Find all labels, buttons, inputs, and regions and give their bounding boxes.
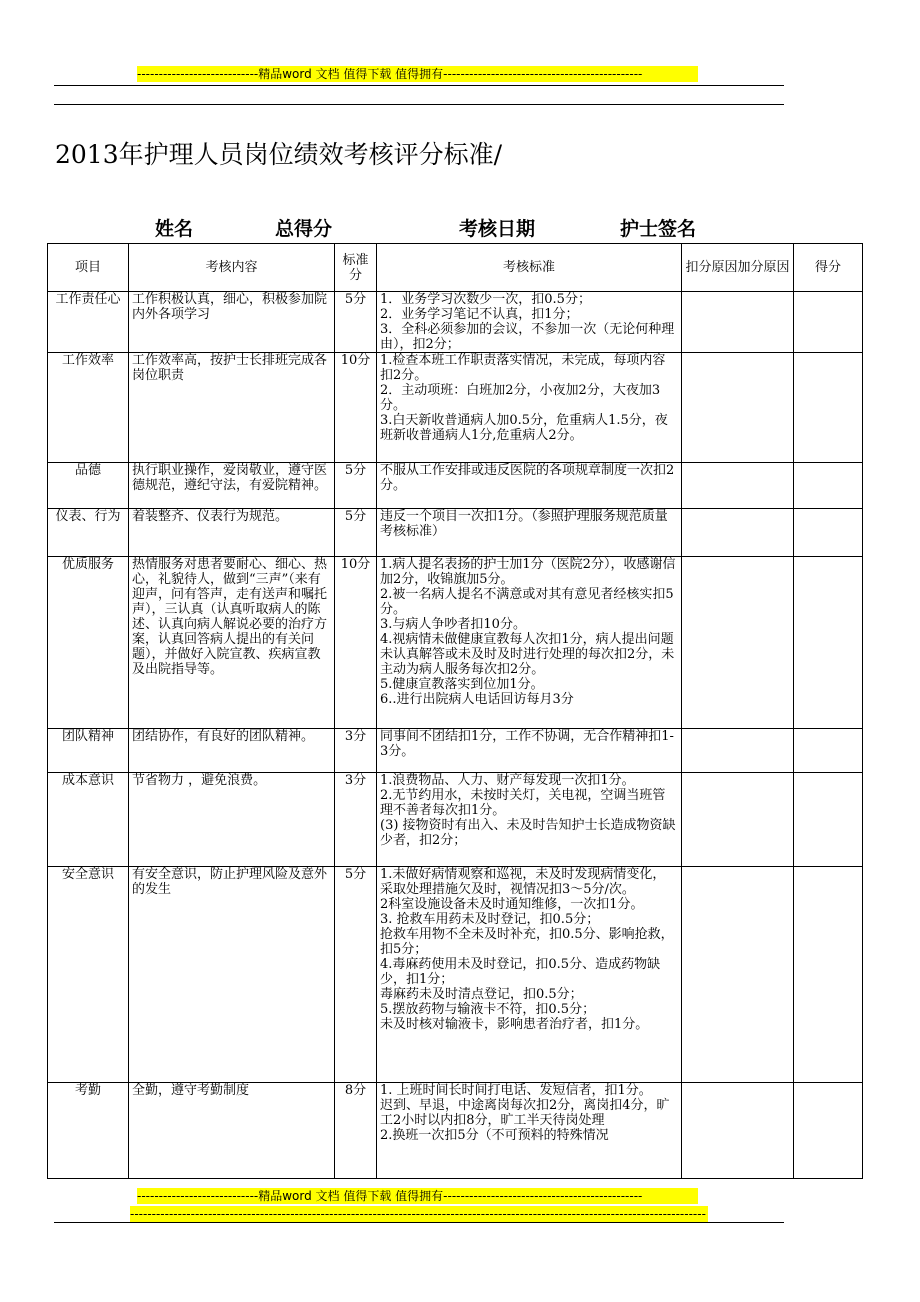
criteria-line: 2．主动项班：白班加2分，小夜加2分，大夜加3分。 (380, 383, 661, 413)
name-label: 姓名 (155, 218, 194, 240)
row-score-cell (794, 729, 863, 773)
criteria-line: 1. 上班时间长时间打电话、发短信者，扣1分。 (380, 1083, 652, 1098)
row-criteria (377, 1083, 682, 1179)
table-row (48, 867, 863, 1083)
table-row (48, 353, 863, 463)
row-standard: 5分 (335, 292, 377, 353)
header-banner: ----------------------------精品word 文档 值得下载 值得拥有---------------------------------------------- (137, 66, 698, 82)
row-item: 安全意识 (48, 867, 129, 1083)
criteria-line: 抢救车用物不全未及时补充，扣0.5分、影响抢救，扣5分； (380, 927, 674, 957)
row-content: 执行职业操作，爱岗敬业，遵守医德规范，遵纪守法，有爱院精神。 (129, 463, 335, 509)
criteria-line: 违反一个项目一次扣1分。（参照护理服务规范质量考核标准） (380, 509, 668, 539)
row-item: 工作责任心 (48, 292, 129, 353)
row-content: 工作效率高，按护士长排班完成各岗位职责 (129, 353, 335, 463)
criteria-line: 3.与病人争吵者扣10分。 (380, 617, 526, 632)
row-reason-cell (682, 509, 794, 557)
criteria-line: 1.未做好病情观察和巡视，未及时发现病情变化，采取处理措施欠及时，视情况扣3～5分/次。 (380, 867, 666, 897)
footer-rule (54, 1222, 784, 1223)
row-standard: 3分 (335, 729, 377, 773)
criteria-line: 3. 抢救车用药未及时登记，扣0.5分； (380, 912, 600, 927)
table-row (48, 292, 863, 353)
row-standard: 5分 (335, 463, 377, 509)
row-content: 有安全意识，防止护理风险及意外的发生 (129, 867, 335, 1083)
total-score-label: 总得分 (275, 218, 333, 240)
criteria-line: 1.浪费物品、人力、财产每发现一次扣1分。 (380, 773, 635, 788)
row-criteria (377, 773, 682, 867)
row-item: 工作效率 (48, 353, 129, 463)
footer-banner-line: ------------------------------------------------------------------------------------------------------------------------------------- (130, 1206, 708, 1222)
criteria-line: 2.换班一次扣5分（不可预料的特殊情况 (380, 1128, 609, 1143)
criteria-line: 3．全科必须参加的会议，不参加一次（无论何种理由），扣2分； (380, 322, 675, 352)
row-reason-cell (682, 353, 794, 463)
row-criteria (377, 292, 682, 353)
criteria-line: 5.摆放药物与输液卡不符，扣0.5分； (380, 1002, 596, 1017)
header-item: 项目 (48, 244, 129, 292)
criteria-line: 2科室设施设备未及时通知维修，一次扣1分。 (380, 897, 644, 912)
assessment-table (47, 243, 863, 1179)
criteria-line: (3) 接物资时有出入、未及时告知护士长造成物资缺少者，扣2分； (380, 818, 676, 848)
row-reason-cell (682, 292, 794, 353)
criteria-line: 1.病人提名表扬的护士加1分（医院2分），收感谢信加2分，收锦旗加5分。 (380, 557, 676, 587)
row-content: 团结协作，有良好的团队精神。 (129, 729, 335, 773)
review-date-label: 考核日期 (459, 218, 536, 240)
row-score-cell (794, 353, 863, 463)
row-content: 全勤，遵守考勤制度 (129, 1083, 335, 1179)
row-reason-cell (682, 463, 794, 509)
header-score: 得分 (794, 244, 863, 292)
row-score-cell (794, 463, 863, 509)
criteria-line: 2．业务学习笔记不认真，扣1分； (380, 307, 579, 322)
row-score-cell (794, 1083, 863, 1179)
row-standard: 8分 (335, 1083, 377, 1179)
criteria-line: 6..进行出院病人电话回访每月3分 (380, 692, 574, 707)
row-item: 考勤 (48, 1083, 129, 1179)
row-criteria (377, 867, 682, 1083)
row-item: 仪表、行为 (48, 509, 129, 557)
nurse-signature-label: 护士签名 (620, 218, 697, 240)
row-standard: 10分 (335, 353, 377, 463)
row-reason-cell (682, 1083, 794, 1179)
header-criteria: 考核标准 (377, 244, 682, 292)
document-title: 2013年护理人员岗位绩效考核评分标准/ (55, 140, 503, 169)
row-content: 工作积极认真，细心，积极参加院内外各项学习 (129, 292, 335, 353)
footer-banner: ----------------------------精品word 文档 值得下载 值得拥有---------------------------------------------- (137, 1188, 698, 1204)
table-row (48, 463, 863, 509)
criteria-line: 4.毒麻药使用未及时登记，扣0.5分、造成药物缺少，扣1分； (380, 957, 661, 987)
table-row (48, 1083, 863, 1179)
table-row (48, 729, 863, 773)
row-score-cell (794, 867, 863, 1083)
header-rule-2 (54, 104, 784, 105)
row-criteria (377, 463, 682, 509)
row-criteria (377, 557, 682, 729)
criteria-line: 同事间不团结扣1分，工作不协调，无合作精神扣1-3分。 (380, 729, 674, 759)
criteria-line: 未及时核对输液卡，影响患者治疗者，扣1分。 (380, 1017, 649, 1032)
header-content: 考核内容 (129, 244, 335, 292)
row-reason-cell (682, 867, 794, 1083)
row-score-cell (794, 292, 863, 353)
row-score-cell (794, 557, 863, 729)
row-reason-cell (682, 773, 794, 867)
row-content: 热情服务对患者要耐心、细心、热心，礼貌待人，做到“三声”（来有迎声，问有答声，走有送声和嘱托声），三认真（认真听取病人的陈述、认真向病人解说必要的治疗方案，认真回答病人提出的有关问题），并做好入院宣教、疾病宣教及出院指导等。 (129, 557, 335, 729)
row-criteria (377, 509, 682, 557)
header-rule (54, 85, 784, 86)
row-item: 优质服务 (48, 557, 129, 729)
row-criteria (377, 353, 682, 463)
row-score-cell (794, 509, 863, 557)
row-standard: 3分 (335, 773, 377, 867)
row-standard: 5分 (335, 509, 377, 557)
table-header-row (48, 244, 863, 292)
criteria-line: 1.检查本班工作职责落实情况，未完成，每项内容扣2分。 (380, 353, 666, 383)
row-standard: 5分 (335, 867, 377, 1083)
criteria-line: 迟到、早退，中途离岗每次扣2分，离岗扣4分，旷工2小时以内扣8分，旷工半天待岗处理 (380, 1098, 670, 1128)
row-item: 成本意识 (48, 773, 129, 867)
criteria-line: 4.视病情未做健康宣教每人次扣1分，病人提出问题未认真解答或未及时及时进行处理的每次扣2分，未主动为病人服务每次扣2分。 (380, 632, 675, 677)
criteria-line: 不服从工作安排或违反医院的各项规章制度一次扣2分。 (380, 463, 675, 493)
row-score-cell (794, 773, 863, 867)
header-reason: 扣分原因加分原因 (682, 244, 794, 292)
table-row (48, 509, 863, 557)
criteria-line: 2.无节约用水，未按时关灯，关电视，空调当班管理不善者每次扣1分。 (380, 788, 666, 818)
criteria-line: 1．业务学习次数少一次，扣0.5分； (380, 292, 591, 307)
row-criteria (377, 729, 682, 773)
criteria-line: 毒麻药未及时清点登记，扣0.5分； (380, 987, 583, 1002)
row-content: 节省物力 ，避免浪费。 (129, 773, 335, 867)
table-row (48, 557, 863, 729)
header-standard: 标准分 (335, 244, 377, 292)
criteria-line: 2.被一名病人提名不满意或对其有意见者经核实扣5分。 (380, 587, 674, 617)
row-standard: 10分 (335, 557, 377, 729)
table-row (48, 773, 863, 867)
row-item: 品德 (48, 463, 129, 509)
row-content: 着装整齐、仪表行为规范。 (129, 509, 335, 557)
row-item: 团队精神 (48, 729, 129, 773)
row-reason-cell (682, 557, 794, 729)
criteria-line: 3.白天新收普通病人加0.5分，危重病人1.5分，夜班新收普通病人1分,危重病人2分。 (380, 413, 668, 443)
row-reason-cell (682, 729, 794, 773)
criteria-line: 5.健康宣教落实到位加1分。 (380, 677, 544, 692)
